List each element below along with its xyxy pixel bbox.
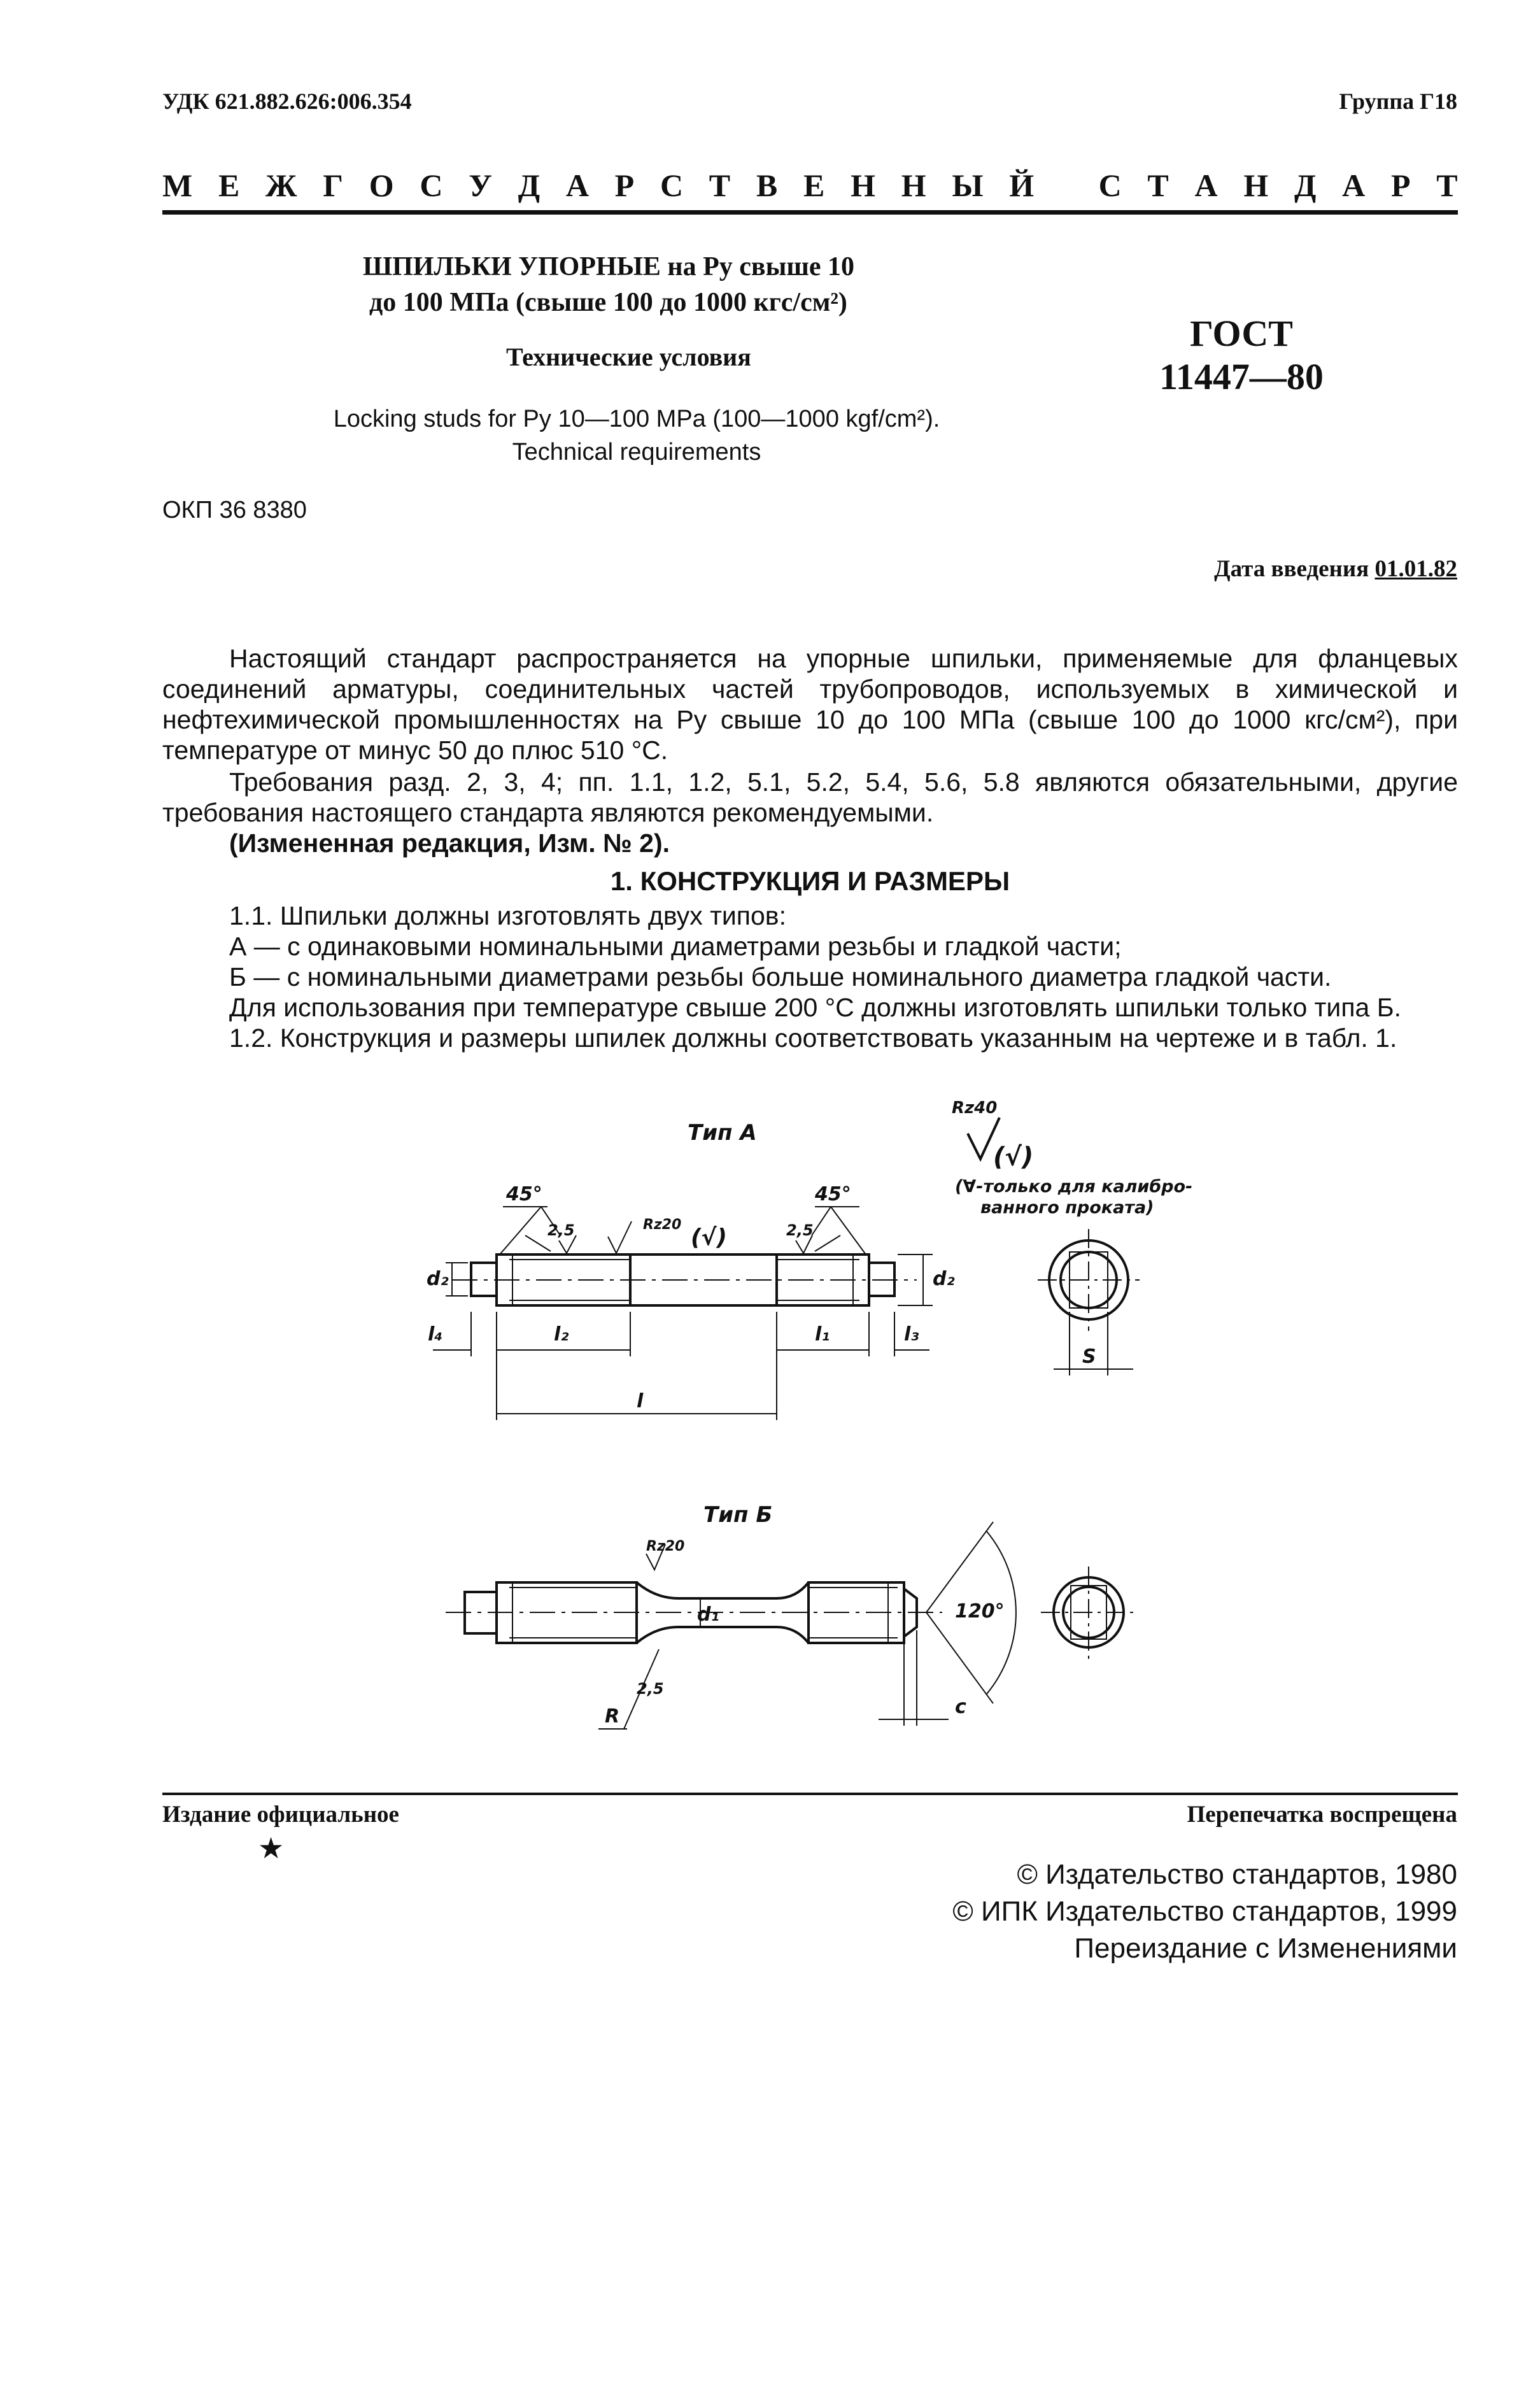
banner-letter: Е xyxy=(803,167,825,203)
banner-letter: Т xyxy=(1147,167,1169,203)
intro-date-label: Дата введения xyxy=(1214,556,1369,582)
d2-label-right: d₂ xyxy=(933,1268,955,1290)
english-title-line-2: Technical requirements xyxy=(512,439,761,465)
banner-letter: Н xyxy=(901,167,926,203)
roughness-paren: (√) xyxy=(993,1142,1034,1172)
type-a-dimensions xyxy=(433,1207,933,1420)
s-label: S xyxy=(1082,1346,1096,1368)
banner-letter: А xyxy=(565,167,589,203)
title-line-2: до 100 МПа (свыше 100 до 1000 кгс/см²) xyxy=(369,288,847,317)
english-title-line-1: Locking studs for Py 10—100 MPa (100—1000 kgf/cm²). xyxy=(333,406,940,432)
clause-1-2: 1.2. Конструкция и размеры шпилек должны соответствовать указанным на чертеже и в табл. 1. xyxy=(229,1023,1397,1053)
angle-45-left: 45° xyxy=(506,1183,542,1205)
intro-date xyxy=(1214,555,1457,583)
title-line-1: ШПИЛЬКИ УПОРНЫЕ на Pу свыше 10 xyxy=(363,252,854,281)
banner-letter: Ы xyxy=(952,167,984,203)
clause-type-b: Б — с номинальными диаметрами резьбы больше номинального диаметра гладкой части. xyxy=(229,962,1332,991)
l2-label: l₂ xyxy=(554,1323,569,1346)
group-code: Группа Г18 xyxy=(1339,89,1457,114)
section-heading: 1. КОНСТРУКЦИЯ И РАЗМЕРЫ xyxy=(610,866,1010,896)
d1-label: d₁ xyxy=(697,1603,719,1626)
banner-letter: Р xyxy=(1390,167,1411,203)
banner-letter: С xyxy=(660,167,684,203)
chamfer-b: 2,5 xyxy=(637,1680,664,1698)
stud-drawing xyxy=(357,1083,1248,1770)
copyright-1980: © Издательство стандартов, 1980 xyxy=(1017,1859,1457,1890)
banner-letter: Е xyxy=(218,167,240,203)
copyright-1999: © ИПК Издательство стандартов, 1999 xyxy=(952,1896,1457,1927)
clause-1-1: 1.1. Шпильки должны изготовлять двух типов: xyxy=(229,901,786,930)
gost-number: 11447—80 xyxy=(1159,356,1324,397)
note-line-2: ванного проката) xyxy=(980,1198,1154,1218)
banner-letter: С xyxy=(420,167,443,203)
main-text xyxy=(162,643,1458,1053)
gost-label: ГОСТ xyxy=(1190,313,1293,354)
banner-letter: А xyxy=(1342,167,1366,203)
banner-letter: В xyxy=(756,167,778,203)
paragraph-requirements: Требования разд. 2, 3, 4; пп. 1.1, 1.2, 5.1, 5.2, 5.4, 5.6, 5.8 являются обязательными, другие требования настоящего стандарта являются рекомендуемыми. xyxy=(162,767,1458,827)
banner-letter: Д xyxy=(1294,167,1317,203)
c-label: c xyxy=(955,1696,966,1718)
r-label: R xyxy=(605,1705,620,1728)
type-b-label: Тип Б xyxy=(703,1502,773,1528)
rz20-label-a: Rz20 xyxy=(643,1217,682,1233)
banner-letter: Й xyxy=(1009,167,1035,203)
type-a-stud xyxy=(452,1254,917,1305)
angle-120: 120° xyxy=(955,1600,1005,1623)
roughness-paren-a: (√) xyxy=(691,1225,727,1251)
reissue-note: Переиздание с Изменениями xyxy=(1074,1933,1457,1964)
english-title xyxy=(306,402,968,469)
banner-letter: С xyxy=(1098,167,1122,203)
d2-label-left: d₂ xyxy=(427,1268,449,1290)
banner-letter: Ж xyxy=(265,167,297,203)
l4-label: l₄ xyxy=(428,1323,443,1346)
intro-date-value: 01.01.82 xyxy=(1374,556,1457,582)
rz20-label-b: Rz20 xyxy=(646,1539,685,1554)
angle-45-right: 45° xyxy=(815,1183,851,1205)
l1-label: l₁ xyxy=(815,1323,830,1346)
l3-label: l₃ xyxy=(904,1323,919,1346)
okp-code: ОКП 36 8380 xyxy=(162,497,307,523)
banner-gap xyxy=(1060,167,1073,204)
paragraph-amendment: (Измененная редакция, Изм. № 2). xyxy=(229,828,670,858)
udc-code: УДК 621.882.626:006.354 xyxy=(162,89,412,114)
banner-letter: А xyxy=(1194,167,1218,203)
chamfer-right: 2,5 xyxy=(786,1221,814,1239)
banner-letter: Р xyxy=(614,167,635,203)
copyright-block xyxy=(952,1856,1457,1967)
clause-temperature: Для использования при температуре свыше 200 °С должны изготовлять шпильки только типа Б. xyxy=(229,993,1402,1022)
star-mark: ★ xyxy=(258,1832,285,1865)
banner-letter: У xyxy=(469,167,492,203)
rz40-label: Rz40 xyxy=(952,1098,998,1118)
banner-letter: Н xyxy=(851,167,875,203)
interstate-standard-banner xyxy=(162,167,1458,204)
type-a-label: Тип А xyxy=(688,1120,757,1146)
banner-letter: М xyxy=(162,167,193,203)
banner-letter: Н xyxy=(1243,167,1269,203)
paragraph-scope: Настоящий стандарт распространяется на упорные шпильки, применяемые для фланцевых соединений арматуры, соединительных частей трубопроводов, используемых в химической и нефтехимической промышленностях на Pу свыше 10 до 100 МПа (свыше 100 до 1000 кгс/см²), при температуре от минус 50 до плюс 510 °С. xyxy=(162,644,1458,765)
note-line-1: (∀-только для калибро- xyxy=(955,1177,1193,1197)
banner-letter: Т xyxy=(709,167,731,203)
subtitle: Технические условия xyxy=(506,343,751,371)
l-label: l xyxy=(637,1390,644,1412)
type-b-end-view xyxy=(1041,1567,1136,1659)
type-b-stud xyxy=(446,1582,942,1643)
clause-type-a: А — с одинаковыми номинальными диаметрами резьбы и гладкой части; xyxy=(229,932,1122,961)
gost-designation xyxy=(1140,312,1343,399)
footer-rule xyxy=(162,1793,1458,1795)
reprint-prohibited: Перепечатка воспрещена xyxy=(1187,1802,1457,1828)
banner-letter: Д xyxy=(518,167,540,203)
chamfer-left: 2,5 xyxy=(547,1221,575,1239)
official-edition: Издание официальное xyxy=(162,1802,399,1828)
banner-rule xyxy=(162,210,1458,215)
banner-letter: О xyxy=(369,167,394,203)
banner-letter: Г xyxy=(323,167,344,203)
banner-letter: Т xyxy=(1436,167,1458,203)
